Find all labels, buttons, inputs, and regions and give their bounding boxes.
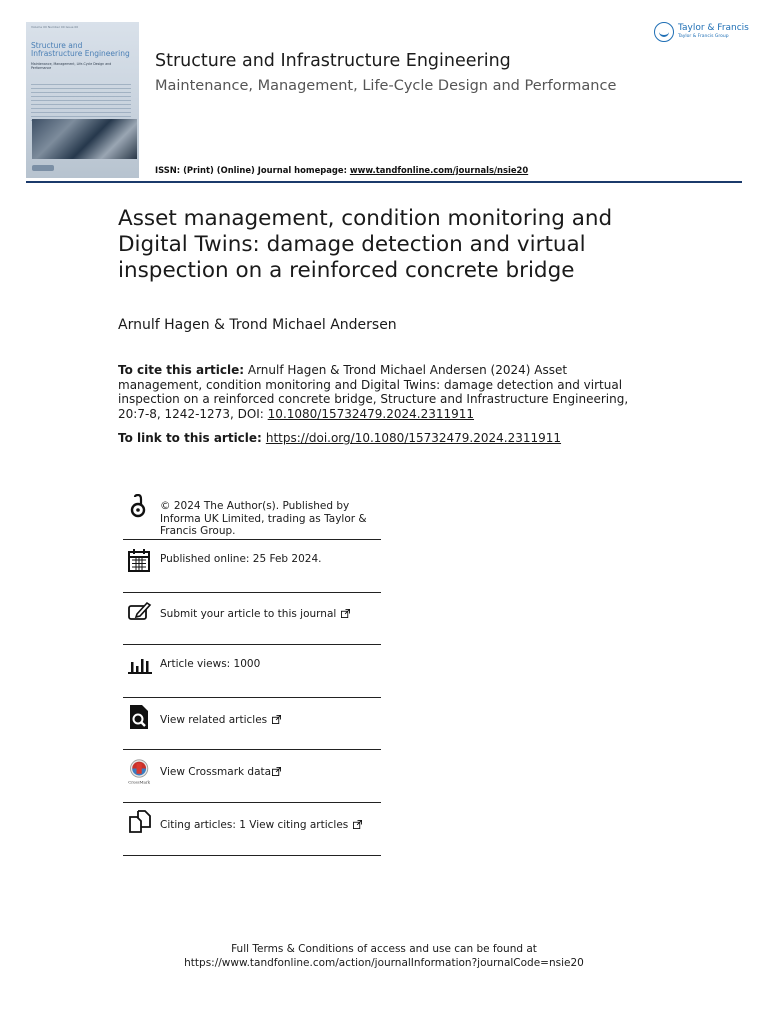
issn-label: ISSN: (Print) (Online) Journal homepage: (155, 165, 350, 175)
cover-photos (32, 119, 137, 159)
open-access-icon (127, 494, 153, 520)
crossmark-icon (127, 759, 153, 785)
submit-article-link[interactable] (160, 608, 350, 621)
open-access-row (123, 492, 381, 540)
cover-publisher-logo (32, 165, 54, 171)
article-authors: Arnulf Hagen & Trond Michael Andersen (118, 317, 397, 333)
published-date: Published online: 25 Feb 2024. (160, 553, 322, 565)
journal-cover-image (26, 22, 139, 178)
journal-title: Structure and Infrastructure Engineering (155, 51, 511, 71)
article-views-count: Article views: 1000 (160, 658, 261, 670)
document-search-icon (127, 704, 153, 730)
terms-footer-line1: Full Terms & Conditions of access and use can be found at (231, 943, 537, 955)
external-link-icon (341, 609, 350, 618)
terms-footer-url[interactable]: https://www.tandfonline.com/action/journalInformation?journalCode=nsie20 (184, 957, 584, 969)
taylor-francis-mark-icon (654, 22, 674, 42)
taylor-francis-logo[interactable] (654, 22, 749, 46)
calendar-icon (127, 548, 153, 574)
published-row (123, 540, 381, 593)
citation-block (118, 363, 653, 422)
bar-chart-icon (127, 651, 153, 677)
related-articles-label: View related articles (160, 714, 268, 726)
cover-text-lines (31, 84, 131, 124)
citing-articles-icon (127, 809, 153, 835)
citing-articles-label: Citing articles: 1 View citing articles (160, 819, 349, 831)
cover-title: Structure and Infrastructure Engineering (31, 41, 130, 58)
crossmark-badge-label: CrossMark (128, 779, 150, 785)
cite-label: To cite this article: (118, 363, 245, 377)
publisher-name: Taylor & Francis (678, 23, 749, 33)
link-label: To link to this article: (118, 431, 262, 445)
citing-articles-row[interactable] (123, 803, 381, 856)
journal-subtitle: Maintenance, Management, Life-Cycle Design and Performance (155, 78, 617, 94)
crossmark-row[interactable] (123, 750, 381, 803)
header-divider (26, 181, 742, 183)
external-link-icon (353, 820, 362, 829)
edit-icon (127, 599, 153, 625)
row-divider (123, 855, 381, 856)
article-views-row (123, 645, 381, 698)
journal-homepage-link[interactable]: www.tandfonline.com/journals/nsie20 (349, 165, 529, 175)
doi-link[interactable]: https://doi.org/10.1080/15732479.2024.2311911 (265, 431, 562, 445)
article-title: Asset management, condition monitoring and Digital Twins: damage detection and virtual inspection on a reinforced concrete bridge (118, 206, 613, 283)
crossmark-link[interactable] (160, 766, 281, 779)
link-line (118, 431, 561, 445)
terms-footer (0, 942, 768, 970)
crossmark-label: View Crossmark data (160, 766, 272, 778)
submit-article-label: Submit your article to this journal (160, 608, 337, 620)
publisher-group: Taylor & Francis Group (678, 34, 729, 39)
issn-line (155, 165, 528, 175)
related-articles-link[interactable] (160, 714, 281, 727)
cover-volume-text: Volume 00 Number 00 Issue 00 (31, 25, 79, 29)
cover-subtitle: Maintenance, Management, Life-Cycle Design and Performance (31, 62, 112, 70)
citing-articles-link[interactable] (160, 819, 362, 832)
external-link-icon (272, 715, 281, 724)
cite-text: Arnulf Hagen & Trond Michael Andersen (2024) Asset management, condition monitoring and Digital Twins: damage detection and virtual inspection on a reinforced concrete bridge, Structure and Infrastructure Engineering, 20:7-8, 1242-1273, DOI: (118, 363, 629, 422)
related-articles-row[interactable] (123, 698, 381, 750)
external-link-icon (272, 767, 281, 776)
submit-article-row[interactable] (123, 593, 381, 645)
cite-doi-link[interactable]: 10.1080/15732479.2024.2311911 (267, 407, 475, 422)
open-access-text: © 2024 The Author(s). Published by Informa UK Limited, trading as Taylor & Francis Group. (160, 500, 367, 537)
